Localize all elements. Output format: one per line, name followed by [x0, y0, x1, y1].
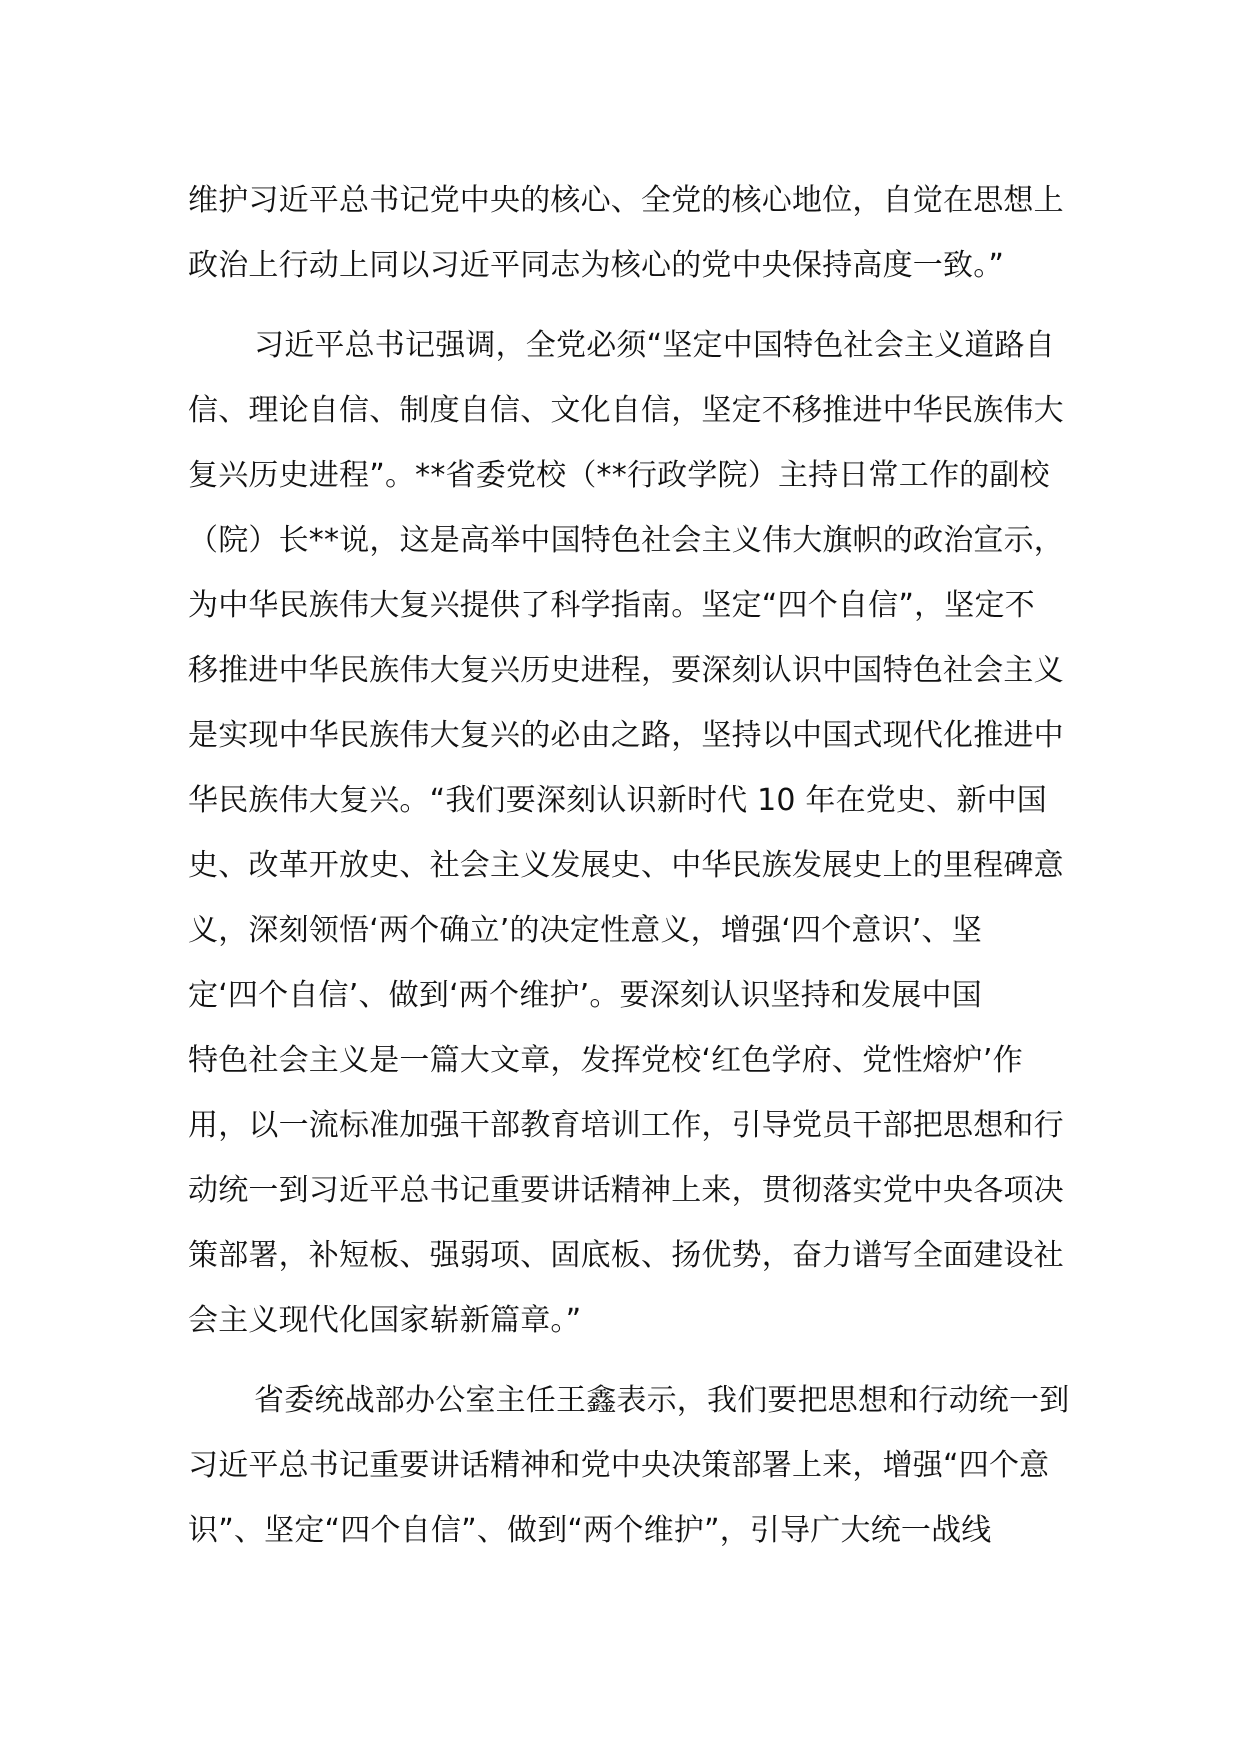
- text-line: 习近平总书记重要讲话精神和党中央决策部署上来，增强“四个意: [188, 1448, 1050, 1483]
- text-line: 习近平总书记强调，全党必须“坚定中国特色社会主义道路自: [254, 328, 1055, 363]
- text-line: （院）长**说，这是高举中国特色社会主义伟大旗帜的政治宣示，: [188, 523, 1064, 558]
- text-line: 为中华民族伟大复兴提供了科学指南。坚定“四个自信”，坚定不: [188, 588, 1035, 623]
- paragraph-2: [188, 313, 1064, 1353]
- text-line: 是实现中华民族伟大复兴的必由之路，坚持以中国式现代化推进中: [188, 718, 1064, 753]
- text-line: 用，以一流标准加强干部教育培训工作，引导党员干部把思想和行: [188, 1108, 1064, 1143]
- text-line: 华民族伟大复兴。“我们要深刻认识新时代 10 年在党史、新中国: [188, 783, 1047, 818]
- text-line: 维护习近平总书记党中央的核心、全党的核心地位，自觉在思想上: [188, 183, 1064, 218]
- text-line: 会主义现代化国家崭新篇章。”: [188, 1303, 582, 1338]
- text-line: 移推进中华民族伟大复兴历史进程，要深刻认识中国特色社会主义: [188, 653, 1064, 688]
- text-line: 特色社会主义是一篇大文章，发挥党校‘红色学府、党性熔炉’作: [188, 1043, 1023, 1078]
- body-text: [188, 168, 1070, 1563]
- text-line: 策部署，补短板、强弱项、固底板、扬优势，奋力谱写全面建设社: [188, 1238, 1064, 1273]
- text-line: 省委统战部办公室主任王鑫表示，我们要把思想和行动统一到: [254, 1383, 1070, 1418]
- text-line: 政治上行动上同以习近平同志为核心的党中央保持高度一致。”: [188, 248, 1005, 283]
- text-line: 史、改革开放史、社会主义发展史、中华民族发展史上的里程碑意: [188, 848, 1064, 883]
- text-line: 识”、坚定“四个自信”、做到“两个维护”，引导广大统一战线: [188, 1513, 992, 1548]
- text-line: 定‘四个自信’、做到‘两个维护’。要深刻认识坚持和发展中国: [188, 978, 982, 1013]
- paragraph-1: [188, 168, 1064, 298]
- text-line: 义，深刻领悟‘两个确立’的决定性意义，增强‘四个意识’、坚: [188, 913, 982, 948]
- paragraph-3: [188, 1368, 1070, 1563]
- text-line: 动统一到习近平总书记重要讲话精神上来，贯彻落实党中央各项决: [188, 1173, 1064, 1208]
- text-line: 复兴历史进程”。**省委党校（**行政学院）主持日常工作的副校: [188, 458, 1050, 493]
- text-line: 信、理论自信、制度自信、文化自信，坚定不移推进中华民族伟大: [188, 393, 1064, 428]
